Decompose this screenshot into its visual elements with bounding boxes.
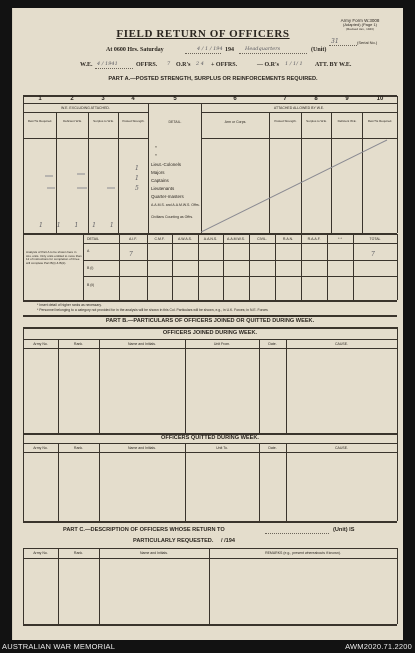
aif-handwriting: 7 — [129, 251, 133, 258]
rank-label: Quarter-masters — [151, 194, 184, 199]
joined-col: Date. — [268, 342, 277, 346]
analysis-col: A.I.F. — [129, 237, 137, 241]
joined-heading: OFFICERS JOINED DURING WEEK. — [162, 330, 258, 336]
asterisk: * — [155, 153, 157, 158]
col-header-deficient: Deficient W.E. — [63, 119, 82, 123]
group-we-excluding: W.E. EXCLUDING ATTACHED. — [61, 106, 110, 110]
rank-label: A.A.M.S. and A.A.M.W.S. Offrs. — [151, 203, 200, 207]
footnote: * Personnel belonging to a category not provided for in the analysis will be shown in this Col. Particulars will be shown, e.g., in U.K. Forces; in N.E. Forces — [37, 308, 268, 312]
analysis-col: R.A.A.F. — [307, 237, 321, 241]
offrs-label: OFFRS. — [136, 62, 158, 68]
form-sheet — [12, 8, 403, 640]
quitted-col: Army No. — [33, 446, 48, 450]
quitted-col: Unit To. — [216, 446, 228, 450]
col-header-posted: Posted Strength. — [122, 119, 145, 123]
joined-col: Rank. — [73, 342, 84, 346]
part-c-date: / /194 — [221, 538, 235, 544]
quitted-col: Rank. — [73, 446, 84, 450]
col-number: 7 — [283, 96, 287, 102]
serial-handwriting: 31 — [331, 38, 339, 45]
date-handwriting: 4 / 1 / 194 — [197, 46, 223, 52]
col-number: 2 — [70, 96, 74, 102]
joined-col: Army No. — [33, 342, 48, 346]
quitted-col: Name and Initials. — [127, 446, 156, 450]
analysis-col: R.A.N. — [282, 237, 294, 241]
posted-handwriting: 5 — [135, 185, 139, 192]
col-header-surplus-att: Surplus to W.E. — [306, 119, 327, 123]
col-number: 4 — [131, 96, 135, 102]
analysis-row-label: B (i) — [87, 266, 94, 270]
joined-col: Unit From. — [213, 342, 231, 346]
col-number: 3 — [101, 96, 105, 102]
analysis-col: A.W.A.S. — [177, 237, 192, 241]
asterisk: * — [155, 145, 157, 150]
col-header-posted-att: Posted Strength. — [274, 119, 297, 123]
part-b-heading: PART B.—PARTICULARS OF OFFICERS JOINED OR QUITTED DURING WEEK. — [105, 318, 315, 324]
analysis-col: C.M.F. — [154, 237, 165, 241]
att-label: ATT. BY W.E. — [315, 62, 352, 68]
part-c-unit-label: (Unit) IS — [333, 527, 355, 533]
analysis-row-label: A — [87, 249, 90, 253]
col-header-reinforcements-att: Rein'f'ts Required. — [367, 119, 393, 123]
part-c-unit-line — [265, 533, 329, 534]
group-attached: ATTACHED ALLOWED BY W.E. — [273, 106, 325, 110]
col-number: 10 — [376, 96, 384, 102]
serial-label: (Serial No.) — [357, 40, 378, 45]
left-totals-handwriting: 1 1 1 1 1 — [39, 222, 120, 229]
col-header-surplus: Surplus to W.E. — [93, 119, 114, 123]
analysis-note: Analysis of Part A to be shown here in ALL units. Only units entitled to more than 12 of instructions for completion of three will complete Part B(ii) & B(iii). — [26, 250, 82, 265]
pencil-marks — [43, 158, 143, 200]
analysis-col: * * — [338, 237, 342, 241]
col-number: 5 — [173, 96, 177, 102]
col-header-deficient-att: Deficient W.E. — [337, 119, 357, 123]
analysis-col: CIVIL. — [257, 237, 267, 241]
col-number: 1 — [38, 96, 42, 102]
joined-col: Name and Initials. — [127, 342, 156, 346]
col-number: 9 — [345, 96, 349, 102]
col-header-detail: DETAIL. — [168, 120, 182, 124]
analysis-col: A.A.M.W.S. — [227, 237, 245, 241]
joined-col: CAUSE. — [334, 342, 349, 346]
date-line — [185, 53, 221, 54]
strike-through-line — [201, 138, 397, 233]
rank-label: Civilians Counting as Offrs. — [151, 215, 194, 219]
col-number: 8 — [314, 96, 318, 102]
total-handwriting: 7 — [371, 251, 375, 258]
form-number: Army Form W.3008 — [340, 18, 380, 23]
att-handwriting: 1 / 1/ 1 — [285, 61, 303, 67]
offrs-handwriting: 7 — [167, 61, 171, 67]
unit-label: (Unit) — [311, 47, 327, 53]
ors-label: O.R's — [176, 62, 191, 68]
form-adapted: (Adapted) (Page 1) — [342, 22, 378, 27]
year-label: 194 — [225, 47, 234, 53]
quitted-heading: OFFICERS QUITTED DURING WEEK. — [161, 435, 259, 441]
footnote: * Insert detail of higher ranks as necessary. — [37, 303, 102, 307]
rank-label: Captains — [151, 178, 169, 183]
analysis-col: TOTAL — [369, 237, 381, 241]
quitted-col: Date. — [268, 446, 277, 450]
part-c-col: REMARKS (e.g., present whereabouts if known). — [265, 551, 341, 555]
part-c-col: Army No. — [33, 551, 48, 555]
analysis-col: A.A.N.S. — [203, 237, 218, 241]
unit-line — [239, 53, 307, 54]
ors2-label: — O.R's — [257, 62, 280, 68]
date-line-label: At 0600 Hrs. Saturday — [106, 47, 164, 53]
ors-handwriting: 2 4 — [196, 61, 204, 67]
footer-accession: AWM2020.71.2200 — [345, 642, 412, 651]
analysis-detail-label: DETAIL — [87, 237, 99, 241]
rank-label: Majors — [151, 170, 165, 175]
rank-label: Lieut.-Colonels — [151, 162, 182, 167]
part-c-col: Rank. — [73, 551, 84, 555]
form-title: FIELD RETURN OF OFFICERS — [116, 28, 290, 40]
footer-source: AUSTRALIAN WAR MEMORIAL — [2, 642, 116, 651]
col-header-arm-corps: Arm or Corps. — [224, 120, 247, 124]
quitted-col: CAUSE. — [334, 446, 349, 450]
serial-line — [329, 45, 357, 46]
col-number: 6 — [233, 96, 237, 102]
part-c-col: Name and Initials. — [139, 551, 168, 555]
form-revised: (Revised Jan., 1943) — [346, 27, 374, 31]
we-handwriting: 4 / 1941 — [97, 61, 118, 67]
col-header-reinforcements: Rein'f'ts Required. — [27, 119, 53, 123]
we-line — [95, 68, 133, 69]
part-c-heading: PART C.—DESCRIPTION OF OFFICERS WHOSE RETURN TO — [63, 527, 225, 533]
we-label: W.E. — [80, 62, 93, 68]
posted-handwriting: 1 — [135, 165, 139, 172]
unit-handwriting: Headquarters — [245, 46, 281, 52]
part-c-requested: PARTICULARLY REQUESTED. — [133, 538, 214, 544]
plus-offrs-label: + OFFRS. — [211, 62, 238, 68]
part-a-heading: PART A.—POSTED STRENGTH, SURPLUS OR REINFORCEMENTS REQUIRED. — [108, 76, 318, 82]
rank-label: Lieutenants — [151, 186, 175, 191]
analysis-row-label: B (ii) — [87, 283, 95, 287]
posted-handwriting: 1 — [135, 175, 139, 182]
